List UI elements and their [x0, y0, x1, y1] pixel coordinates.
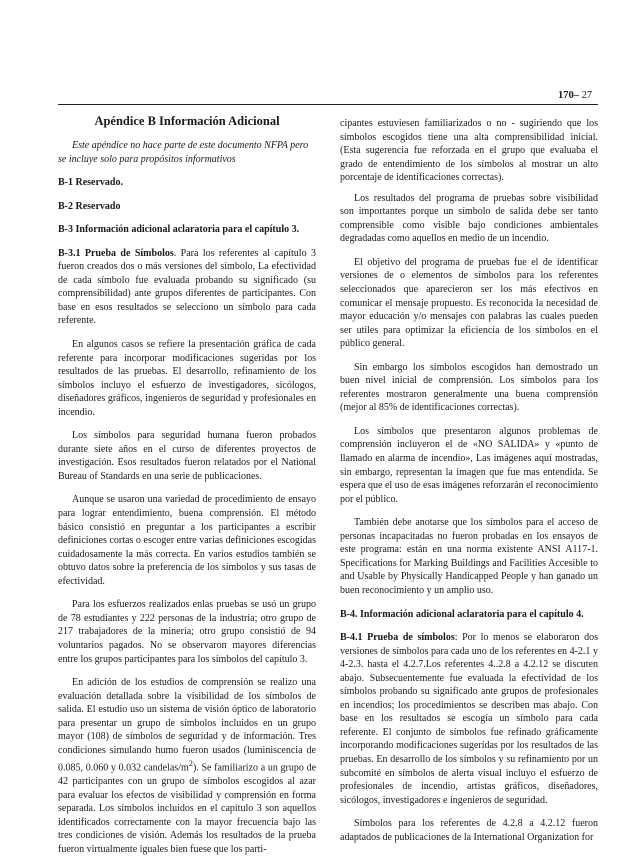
paragraph	[58, 676, 316, 856]
paragraph: El objetivo del programa de pruebas fue el de identificar versiones de o elementos de símbolos para los referentes seleccionados que aparecieron ser los más efectivos en comunicar el mensaje propuesto. Es reconocida la necesidad de mayor educación y/o mensajes con palabras las cuales pueden ser utiles para optimizar la eficiencia de los símbolos en el público general.	[340, 256, 598, 350]
left-column	[58, 114, 317, 856]
paragraph	[340, 631, 598, 807]
section-heading-b3: B-3 Información adicional aclaratoria para el capítulo 3.	[58, 224, 300, 236]
section-heading-b2: B-2 Reservado	[58, 200, 121, 212]
paragraph	[58, 247, 316, 328]
paragraph: Para los esfuerzos realizados enlas pruebas se usó un grupo de 78 estudiantes y 222 personas de la industria; otro grupo de 217 trabajadores de la minería; otro grupo consistió de 94 voluntarios pagados. No se observaron mayores diferencias entre los grupos participantes para los símbolos del capítulo 3.	[58, 599, 316, 665]
paragraph: Aunque se usaron una variedad de procedimiento de ensayo para lograr entendimiento, buena comprensión. El método básico consistió en preguntar a los participantes a escribir definiciones cortas o escoger entre varias definiciones escogidas cuidadosamente la más correcta. En varios estudios también se obtuvo datos sobre la preferencia de los símbolos y sus tasas de efectividad.	[58, 494, 316, 587]
paragraph: Los símbolos para seguridad humana fueron probados durante siete años en el curso de diferentes proyectos de investigación. Esos resultados fueron relatados por el National Bureau of Standards en una serie de publicaciones.	[58, 430, 316, 482]
page-label: 170–	[558, 90, 579, 101]
paragraph: Los símbolos que presentaron algunos problemas de comprensión incluyeron el de «NO SALIDA» y «punto de llamado en alarma de incendio», Las imágenes aquí mostradas, sin embargo, representan la imagen que fue mas entendida. Se espera que el uso de esas imágenes reforzarán el reconocimiento por el público.	[340, 425, 598, 505]
paragraph: En algunos casos se refiere la presentación gráfica de cada referente para incorporar modificaciones sugeridas por los resultados de las pruebas. El desarrollo, refinamiento de los símbolos incluyo el esfuerzo de investigadores, sicólogos, diseñadores gráficos, ingenieros de seguridad y profesionales en incendio.	[58, 339, 316, 418]
header-rule	[58, 104, 598, 105]
page-header	[558, 90, 592, 101]
right-column	[340, 117, 598, 844]
paragraph-text: En adición de los estudios de comprensión se realizo una evaluación detallada sobre la visibilidad de los símbolos de salida. El estudio uso un sistema de visión óptico de laboratorio para presentar un grupo de símbolos incluidos en un grupo mayor (108) de símbolos de seguridad y de información. Tres condiciones simulando humo fueron usados (luminiscencia de 0.085, 0.060 y 0.032 candelas/m	[58, 677, 316, 774]
appendix-note: Este apéndice no hace parte de este documento NFPA pero se incluye solo para propósitos informativos	[58, 140, 309, 165]
superscript: 2	[188, 759, 193, 769]
paragraph-text: : Por lo menos se elaboraron dos versiones de símbolos para cada uno de los referentes en 4-2.1 y 4-2.3. hasta el 4.2.7.Los referentes 4..2.8 a 4.2.12 se discuten abajo. Subsecuentemente fue evaluada la efectividad de los símbolos probando su significado ante grupos de profesionales en incendios; los procedimientos se describen mas abajo. Con base en los resultados se escogía un símbolo para cada referente. El conjunto de símbolos fue refinado gráficamente incorporando modificaciones sugeridas por los resultados de las pruebas. En desarrollo de los símbolos y su refinamiento por un subcomité en símbolos de alerta visual incluyo el esfuerzo de profesionales de incendio, artistas gráficos, diseñadores, sicólogos, investigadores e ingenieros de seguridad.	[340, 632, 598, 806]
paragraph: Sin embargo los símbolos escogidos han demostrado un buen nivel inicial de comprensión. Los símbolos para los referentes mostraron generalmente una buena comprensión (mejor al 85% de identificaciones correctas).	[340, 361, 598, 414]
paragraph: Símbolos para los referentes de 4.2.8 a 4.2.12 fueron adaptados de publicaciones de la International Organization for	[340, 818, 598, 843]
paragraph: cipantes estuviesen familiarizados o no - sugiriendo que los símbolos escogidos tiene una alta comprensibilidad inicial. (Esta sugerencia fue reforzada en el grupo que evaluaba el grado de entendimiento de los símbolos al mostrar un alto porcentaje de identificaciones correctas).	[340, 118, 598, 184]
paragraph: Los resultados del programa de pruebas sobre visibilidad son importantes porque un símbolo de salida debe ser tanto comprensible como visible bajo condiciones ambientales degradadas como aquellos en medio de un incendio.	[340, 192, 598, 245]
section-heading-b1: B-1 Reservado.	[58, 177, 123, 189]
appendix-title: Apéndice B Información Adicional	[94, 114, 280, 128]
page-number: 27	[581, 90, 593, 101]
paragraph-lead: B-4.1 Prueba de símbolos	[340, 632, 455, 644]
paragraph: También debe anotarse que los símbolos para el acceso de personas incapacitadas no fueron probadas en los ensayos de este programa: están en una norma existente ANSI A117-1. Specifications for Marking Buildings and Facilities Accesible to and Usable by Physically Handicapped People y han ganado un buen reconocimiento y un amplio uso.	[340, 517, 598, 596]
section-heading-b4: B-4. Información adicional aclaratoria para el capítulo 4.	[340, 608, 584, 620]
paragraph-lead: B-3.1 Prueba de Símbolos	[58, 247, 174, 259]
paragraph-text: ). Se familiarizo a un grupo de 42 participantes con un grupo de símbolos escogidos al azar para evaluar los efectos de visibilidad y comprensión en forma separada. Los símbolos incluidos en el capítulo 3 son aquellos identificados correctamente con la mayor frecuencia bajo las tres condiciones de visión. Además los resultados de la prueba fueron virtualmente iguales bien fuese que los parti-	[58, 762, 317, 855]
paragraph-text: . Para los referentes al capítulo 3 fueron creados dos o más versiones del símbolo, La efectividad de cada símbolo fue evaluada probando su significado (su comprensibilidad) ante grupos diferentes de participantes. Con base en esos resultados se selecciono un símbolo para cada referente.	[58, 247, 317, 327]
